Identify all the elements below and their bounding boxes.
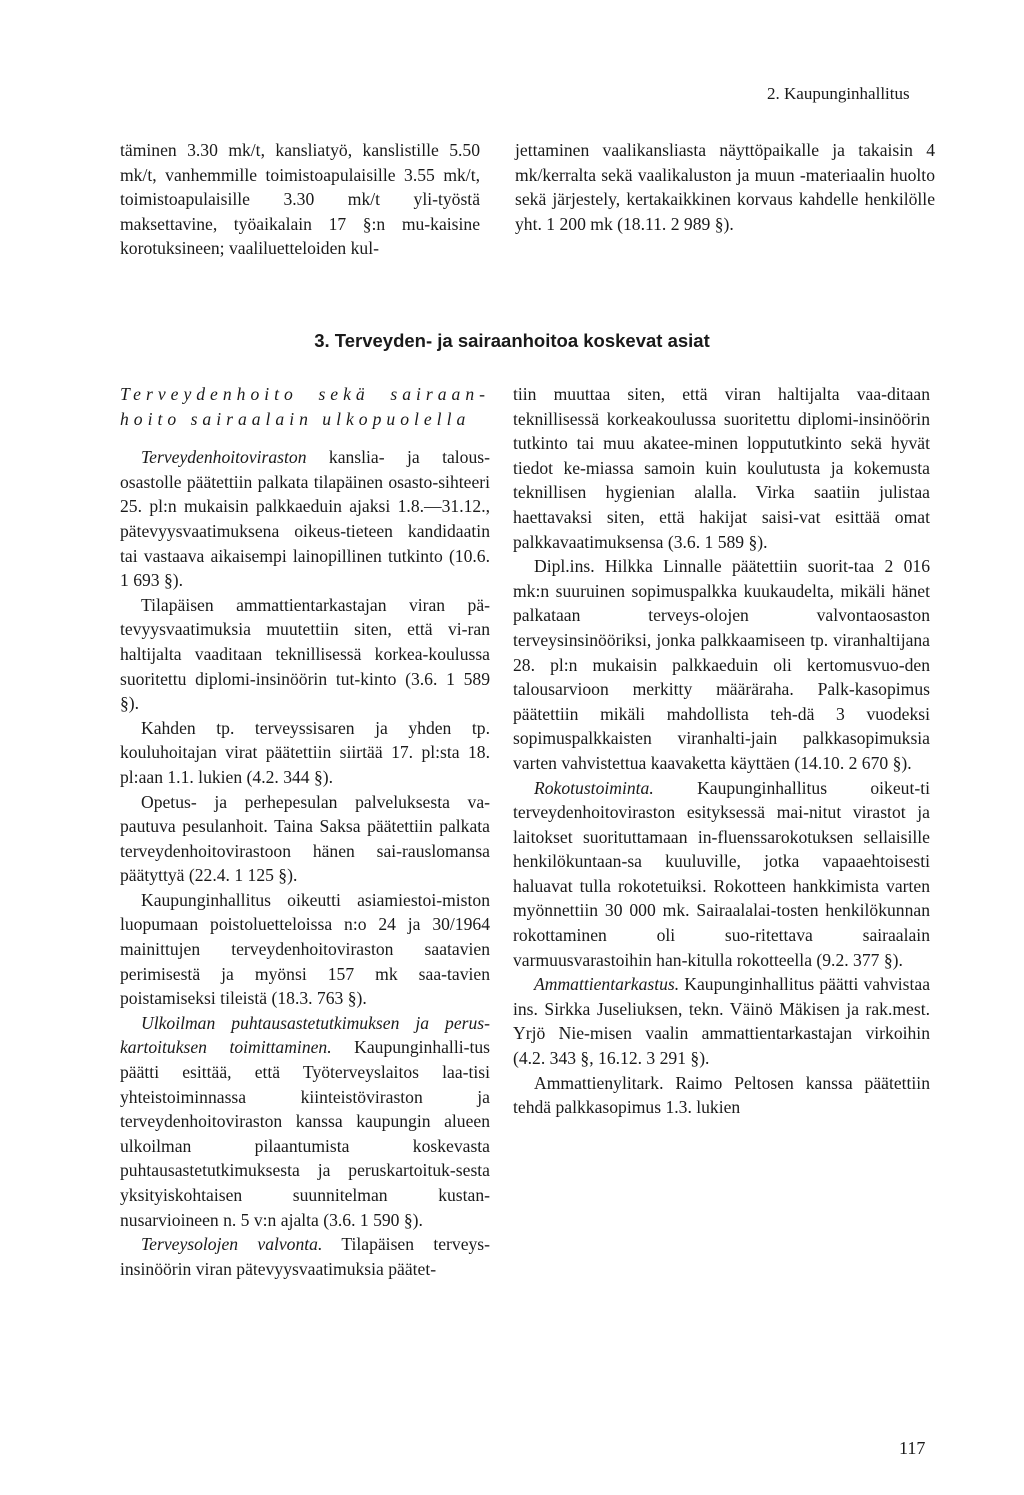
paragraph-lead: Terveysolojen valvonta. (141, 1234, 323, 1255)
paragraph (120, 445, 490, 593)
paragraph-lead: Ammattientarkastus. (534, 974, 680, 995)
paragraph (513, 776, 930, 973)
top-left-column (120, 138, 480, 261)
paragraph: Kahden tp. terveyssisaren ja yhden tp. kouluhoitajan virat päätettiin siirtää 17. pl:sta 18. pl:aan 1.1. lukien (4.2. 344 §). (120, 717, 490, 787)
continued-paragraph: jettaminen vaalikansliasta näyttöpaikalle ja takaisin 4 mk/kerralta sekä vaalikaluston ja muun -materiaalin huolto sekä järjestely, kertakaikkinen korvaus kahdelle henkilölle yht. 1 200 mk (18.11. 2 989 §). (515, 140, 935, 234)
left-column (120, 382, 490, 1281)
page-number: 117 (899, 1438, 926, 1458)
paragraph: Opetus- ja perhepesulan palveluksesta va-pautuva pesulanhoit. Taina Saksa päätettiin palkata terveydenhoitovirastoon hänen sai-rauslomansa päätyttyä (22.4. 1 125 §). (120, 791, 490, 886)
section-heading: 3. Terveyden- ja sairaanhoitoa koskevat asiat (314, 330, 710, 351)
paragraph-text: Kaupunginhalli-tus päätti esittää, että Työterveyslaitos laa-tisi yhteistoiminnassa kiinteistöviraston ja terveydenhoitoviraston kanssa kaupungin alueen ulkoilman pilaantumista koskevasta puhtausastetutkimuksesta ja peruskartoituk-sesta yksityiskohtaisen suunnitelman kustan-nusarvioineen n. 5 v:n ajalta (3.6. 1 590 §). (120, 1037, 490, 1230)
paragraph (513, 972, 930, 1070)
top-right-column (515, 138, 935, 236)
running-header: 2. Kaupunginhallitus (767, 84, 910, 103)
paragraph: Kaupunginhallitus oikeutti asiamiestoi-miston luopumaan poistoluetteloissa n:o 24 ja 30/1964 mainittujen terveydenhoitoviraston saatavien perimisestä ja myönsi 157 mk saa-tavien poistamiseksi tileistä (18.3. 763 §). (120, 889, 490, 1009)
paragraph (120, 1232, 490, 1281)
paragraph (120, 1011, 490, 1232)
paragraph-lead: Terveydenhoitoviraston (141, 447, 307, 468)
paragraph: Dipl.ins. Hilkka Linnalle päätettiin suorit-taa 2 016 mk:n suuruinen sopimuspalkka kuukaudelta, mikäli hänet palkataan terveys-olojen valvontaosaston terveysinsinööriksi, jonka palkkaamiseen tp. viranhaltijana 28. pl:n mukaisin palkkaeduin oli kertomusvuo-den talousarvioon merkitty määräraha. Palk-kasopimus päätettiin mikäli mahdollista teh-dä 3 vuodeksi sopimuspalkkaisten viranhalti-jain palkkasopimuksia varten vahvistettua kaavaketta käyttäen (14.10. 2 670 §). (513, 556, 930, 773)
paragraph: Ammattienylitark. Raimo Peltosen kanssa päätettiin tehdä palkkasopimus 1.3. lukien (513, 1072, 930, 1118)
continued-paragraph: täminen 3.30 mk/t, kansliatyö, kanslistille 5.50 mk/t, vanhemmille toimistoapulaisille 3.55 mk/t, toimistoapulaisille 3.30 mk/t yli-työstä maksettavine, työaikalain 17 §:n mu-kaisine korotuksineen; vaaliluetteloiden kul- (120, 140, 480, 259)
paragraph-text: kanslia- ja talous-osastolle päätettiin palkata tilapäinen osasto-sihteeri 25. pl:n mukaisin palkkaeduin ajaksi 1.8.—31.12., pätevyysvaatimuksena oikeus-tieteen kandidaatin tai vastaava aikaisempi lainopillinen tutkinto (10.6. 1 693 §). (120, 447, 490, 591)
paragraph-text: Kaupunginhallitus oikeut-ti terveydenhoitoviraston esityksessä mai-nitut virastot ja laitokset suorituttamaan in-fluenssarokotuksen sellaisille henkilökuntaan-sa kuuluville, jotka vapaaehtoisesti haluavat tulla rokotetuiksi. Rokotteen hankkimista varten myönnettiin 30 000 mk. Sairaalalai-tosten henkilökunnan rokottaminen oli suo-ritettava sairaalain varmuusvarastoihin han-kitulla rokotteella (9.2. 377 §). (513, 777, 930, 970)
paragraph-text: Tilapäisen terveys-insinöörin viran pätevyysvaatimuksia päätet- (120, 1234, 491, 1279)
paragraph-lead: Ulkoilman puhtausastetutkimuksen ja perus-kartoituksen toimittaminen. (120, 1012, 490, 1058)
paragraph: tiin muuttaa siten, että viran haltijalta vaa-ditaan teknillisessä korkeakoulussa suoritettu diplomi-insinöörin tutkinto tai muu akatee-minen loppututkinto sekä hyvät tiedot ke-miassa samoin kuin koulutusta ja kokemusta teknillisen hygienian alalla. Virka saatiin julistaa haettavaksi siten, että hakijat saisi-vat esittää omat palkkavaatimuksensa (3.6. 1 589 §). (513, 384, 930, 552)
right-column (513, 382, 930, 1120)
paragraph: Tilapäisen ammattientarkastajan viran pä-tevyysvaatimuksia muutettiin siten, että vi-ran haltijalta vaaditaan teknillisessä korkea-koulussa suoritettu diplomi-insinöörin tut-kinto (3.6. 1 589 §). (120, 594, 490, 714)
paragraph-text: Kaupunginhallitus päätti vahvistaa ins. Sirkka Juseliuksen, tekn. Väinö Mäkisen ja rak.mest. Yrjö Nie-misen vaalin ammattientarkastajan virkoihin (4.2. 343 §, 16.12. 3 291 §). (513, 974, 930, 1069)
subsection-heading: Terveydenhoito sekä sairaan-hoito sairaalain ulkopuolella (120, 384, 490, 429)
paragraph-lead: Rokotustoiminta. (534, 777, 654, 798)
